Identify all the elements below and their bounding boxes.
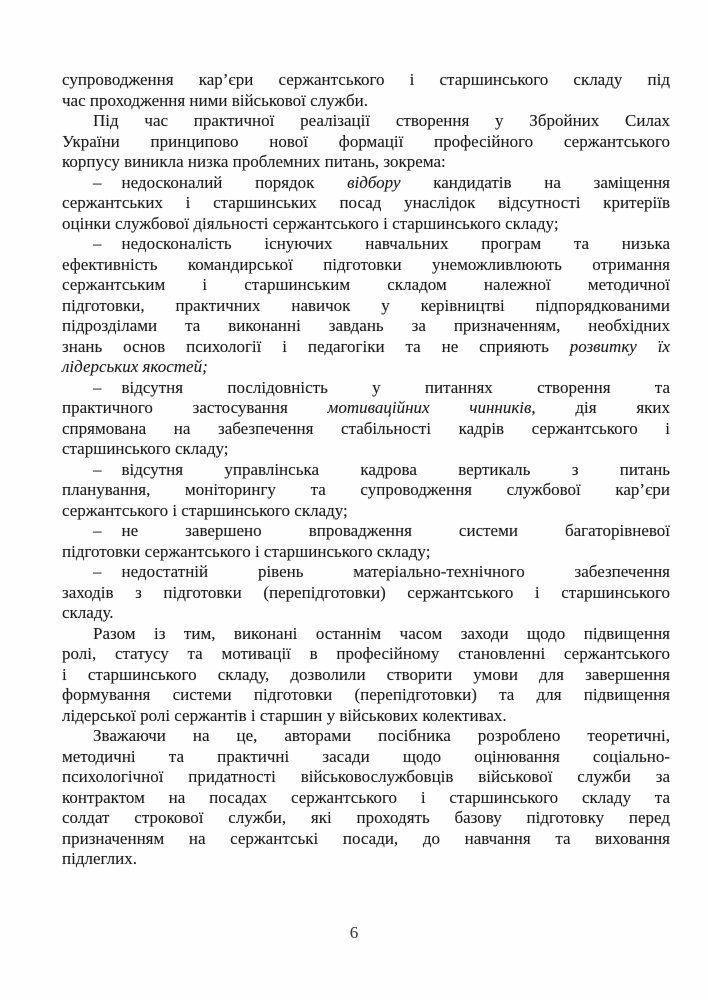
text-run: старшинського складу; [62,439,229,458]
text-line [62,234,670,255]
paragraph [62,726,670,870]
text-line [62,193,670,214]
text-run: Під час практичної реалізації створення у Збройних Силах [93,111,670,130]
text-run: формування системи підготовки (перепідготовки) та для підвищення [62,685,670,704]
text-run: практичного застосування [62,398,328,417]
list-dash: – [93,172,102,192]
text-line [62,726,670,747]
text-line [62,398,670,419]
text-run: підготовки, практичних навичок у керівництві підпорядкованими [62,295,670,315]
text-run: Разом із тим, виконані останнім часом заходи щодо підвищення [93,623,670,643]
text-run: складу. [62,603,114,622]
text-run: кандидатів на заміщення [400,172,670,192]
text-run: відсутня послідовність у питаннях створення та [121,377,670,397]
text-line [62,132,670,153]
text-line [62,480,670,501]
text-run: методичні та практичні засади щодо оцінювання соціально- [62,746,670,766]
text-line [62,624,670,645]
paragraph [62,460,670,522]
paragraph [62,111,670,173]
text-run: підготовки сержантського і старшинського складу; [62,541,431,561]
text-run: час проходження ними військової служби. [62,90,368,110]
text-line [62,706,670,727]
text-run: Зважаючи на це, авторами посібника розроблено теоретичні, [93,726,670,745]
text-line [62,439,670,460]
text-line [62,357,670,378]
text-run: підрозділами та виконанні завдань за призначенням, необхідних [62,316,670,335]
text-run: недосконалий порядок [121,172,348,192]
text-line [62,501,670,522]
paragraph [62,70,670,111]
text-run: відсутня управлінська кадрова вертикаль з питань [121,459,670,479]
text-run: підлеглих. [62,849,137,868]
text-line [62,337,670,358]
text-run: лідерської ролі сержантів і старшин у військових колективах. [62,705,507,725]
text-run: знань основ психології і педагогіки та не сприяють [62,336,570,356]
text-line [62,747,670,768]
text-line [62,111,670,132]
text-run: оцінки службової діяльності сержантського і старшинського складу; [62,213,559,233]
paragraph [62,173,670,235]
text-line [62,583,670,604]
text-line [62,296,670,317]
text-run: не завершено впровадження системи багаторівневої [121,521,670,540]
text-line [62,460,670,481]
text-line [62,829,670,850]
text-line [62,685,670,706]
list-dash: – [93,459,102,479]
text-line [62,173,670,194]
text-run: супроводження кар’єри сержантського і старшинського складу під [62,70,670,89]
text-line [62,521,670,542]
text-line [62,378,670,399]
text-run: спрямована на забезпечення стабільності кадрів сержантського і [62,418,670,438]
text-run: відбору [347,172,401,192]
text-run: , дія яких [531,398,670,417]
text-line [62,214,670,235]
paragraph [62,378,670,460]
page-footer [0,923,708,943]
page-body [62,70,670,870]
text-line [62,603,670,624]
text-line [62,316,670,337]
list-dash: – [93,562,102,581]
text-run: розвитку їх [569,336,670,356]
paragraph [62,234,670,378]
text-line [62,542,670,563]
text-run: України принципово нової формації професійного сержантського [62,131,670,151]
text-line [62,255,670,276]
paragraph [62,562,670,624]
paragraph [62,521,670,562]
list-dash: – [93,521,102,540]
page-number: 6 [349,923,359,942]
text-line [62,808,670,829]
text-line [62,275,670,296]
text-run: ефективність командирської підготовки унеможливлюють отримання [62,254,670,274]
text-run: сержантським і старшинським складом належної методичної [62,275,670,294]
text-line [62,152,670,173]
text-run: недостатній рівень матеріально-технічного забезпечення [121,562,670,581]
text-run: мотиваційних чинників [327,398,532,417]
text-line [62,849,670,870]
text-run: планування, моніторингу та супроводження службової кар’єри [62,480,670,499]
text-run: призначенням на сержантські посади, до навчання та виховання [62,828,670,848]
text-run: лідерських якостей; [62,357,208,376]
text-run: сержантських і старшинських посад унаслідок відсутності критеріїв [62,193,670,212]
text-line [62,665,670,686]
text-line [62,419,670,440]
text-run: заходів з підготовки (перепідготовки) сержантського і старшинського [62,582,670,602]
text-run: корпусу виникла низка проблемних питань, зокрема: [62,152,446,171]
text-line [62,562,670,583]
list-dash: – [93,377,102,397]
text-run: солдат строкової служби, які проходять базову підготовку перед [62,808,670,827]
list-dash: – [93,234,102,253]
text-line [62,70,670,91]
paragraph [62,624,670,727]
text-line [62,788,670,809]
text-run: і старшинського складу, дозволили створити умови для завершення [62,664,670,684]
text-run: психологічної придатності військовослужбовців військової служби за [62,767,670,786]
text-line [62,91,670,112]
text-run: недосконалість існуючих навчальних програм та низька [121,234,670,253]
text-line [62,644,670,665]
text-run: сержантського і старшинського складу; [62,500,348,520]
text-line [62,767,670,788]
text-run: контрактом на посадах сержантського і старшинського складу та [62,787,670,807]
text-run: ролі, статусу та мотивації в професійному становленні сержантського [62,644,670,663]
